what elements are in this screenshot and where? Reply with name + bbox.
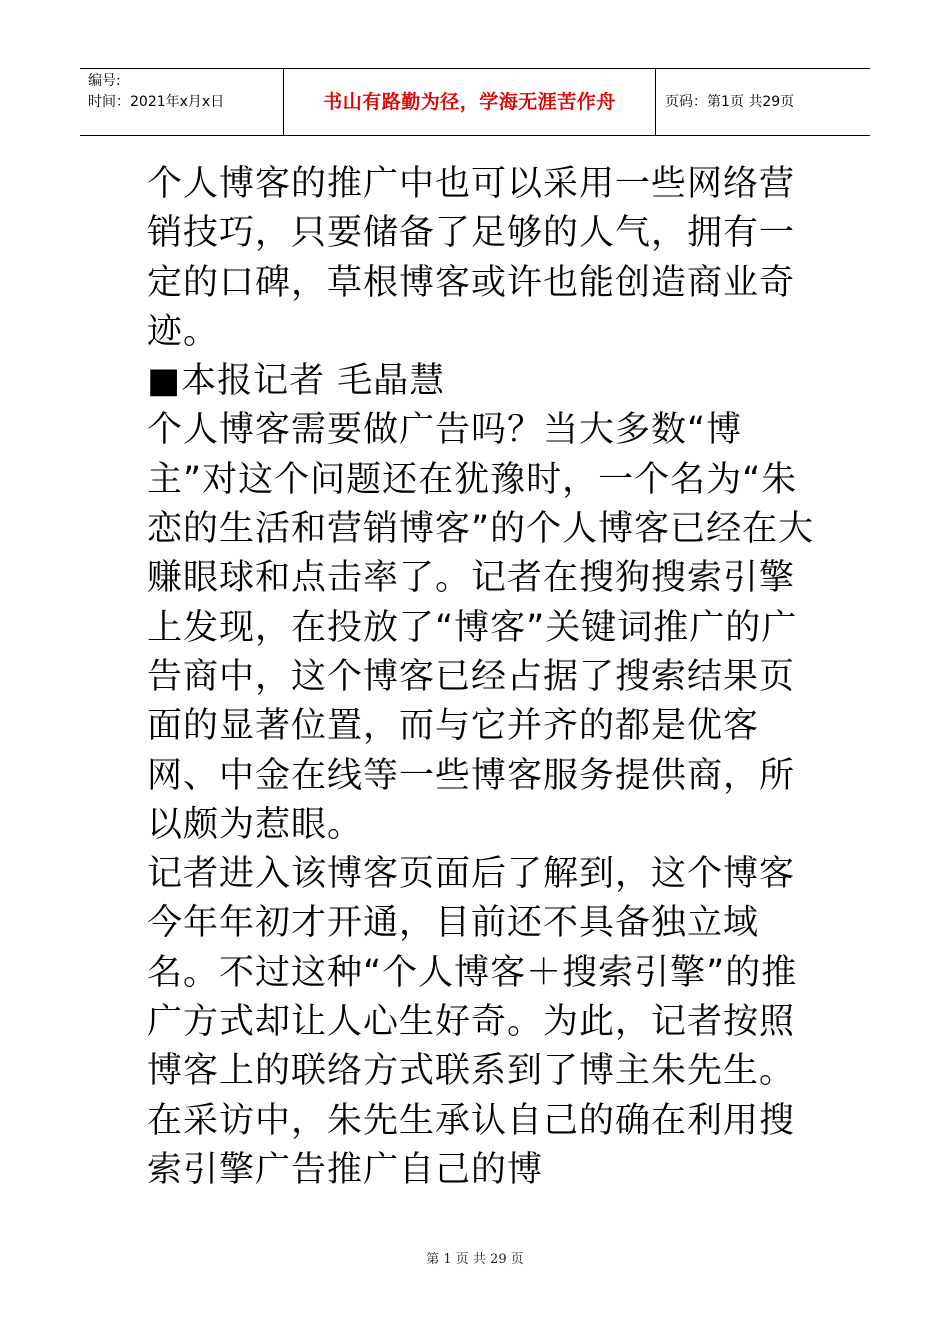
header-page-info: 页码：第1页 共29页 [665,94,795,110]
time-label: 时间：2021年x月x日 [88,94,225,110]
header-meta-cell [80,69,284,135]
header-motto: 书山有路勤为径，学海无涯苦作舟 [284,69,656,135]
paragraph-body-1: 个人博客需要做广告吗？当大多数“博主”对这个问题还在犹豫时，一个名为“朱恋的生活和营销博客”的个人博客已经在大赚眼球和点击率了。记者在搜狗搜索引擎上发现，在投放了“博客”关键词推广的广告商中，这个博客已经占据了搜索结果页面的显著位置，而与它并齐的都是优客网、中金在线等一些博客服务提供商，所以颇为惹眼。 [147,410,815,845]
paragraph-body-2: 记者进入该博客页面后了解到，这个博客今年年初才开通，目前还不具备独立域名。不过这种“个人博客＋搜索引擎”的推广方式却让人心生好奇。为此，记者按照博客上的联络方式联系到了博主朱先生。在采访中，朱先生承认自己的确在利用搜索引擎广告推广自己的博 [147,854,798,1190]
document-body [147,160,817,1195]
byline: ■本报记者 毛晶慧 [147,361,446,402]
page-header [80,68,870,136]
number-label: 编号: [88,73,121,89]
paragraph-intro: 个人博客的推广中也可以采用一些网络营销技巧，只要储备了足够的人气，拥有一定的口碑，草根博客或许也能创造商业奇迹。 [147,164,796,352]
page-footer: 第 1 页 共 29 页 [426,1252,524,1267]
